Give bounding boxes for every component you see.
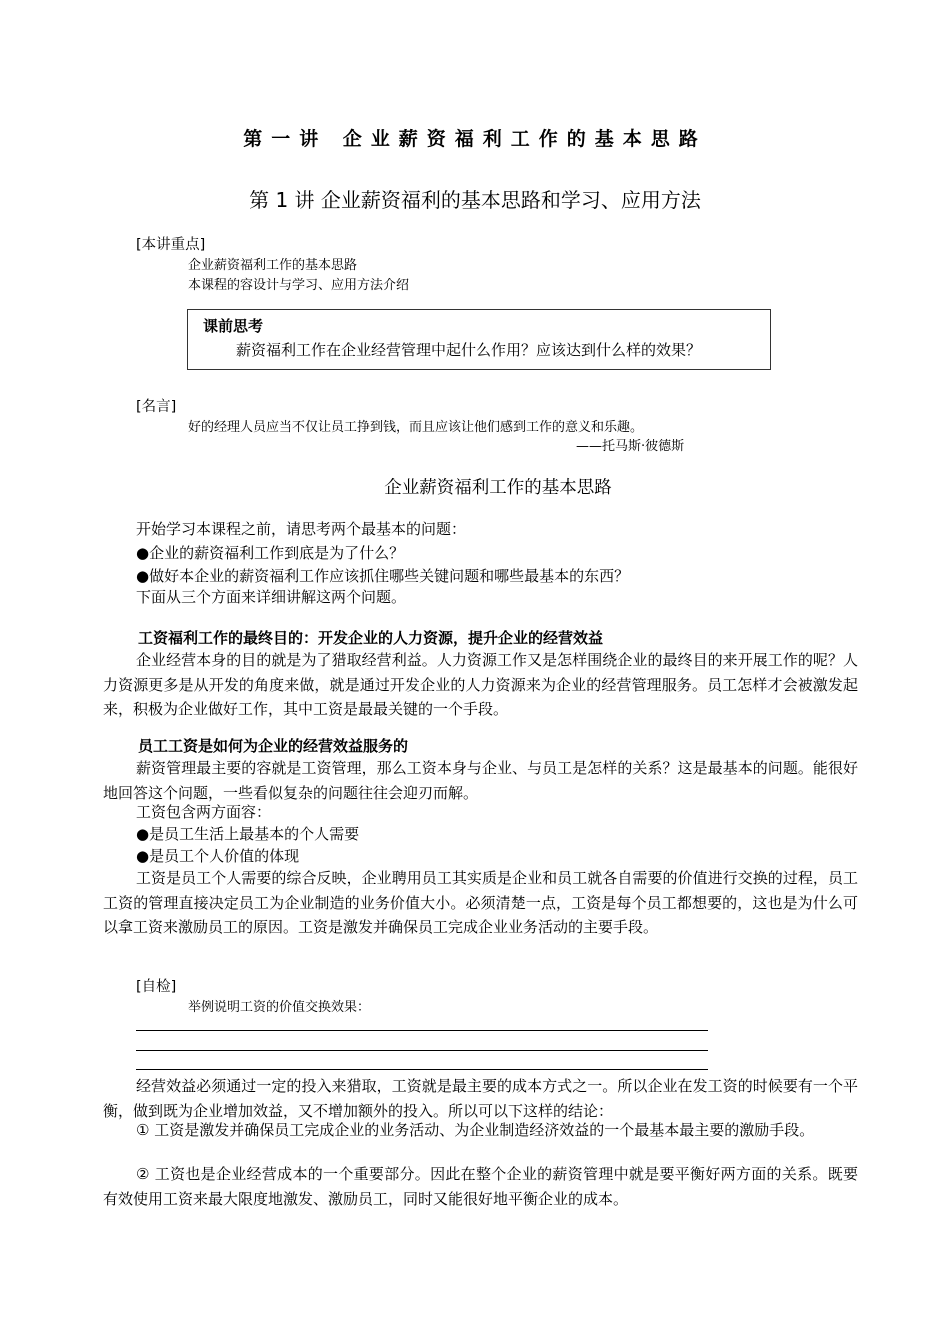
wage-bullet: ●是员工生活上最基本的个人需要 [136, 825, 360, 843]
selfcheck-prompt: 举例说明工资的价值交换效果： [188, 1000, 371, 1015]
conclusion-point-2: ② 工资也是企业经营成本的一个重要部分。因此在整个企业的薪资管理中就是要平衡好两方面的关系。既要有效使用工资来最大限度地激发、激励员工，同时又能很好地平衡企业的成本。 [103, 1165, 858, 1208]
paragraph: 经营效益必须通过一定的投入来猎取，工资就是最主要的成本方式之一。所以企业在发工资的时候要有一个平衡，做到既为企业增加效益，又不增加额外的投入。所以可以下这样的结论： [103, 1077, 858, 1120]
selfcheck-label: [自检] [136, 979, 177, 995]
quote-text: 好的经理人员应当不仅让员工挣到钱，而且应该让他们感到工作的意义和乐趣。 [188, 420, 644, 435]
quote-author: ——托马斯·彼德斯 [576, 439, 685, 454]
focus-item: 本课程的容设计与学习、应用方法介绍 [188, 278, 410, 293]
lecture-title: 第一讲 企业薪资福利工作的基本思路 [243, 128, 707, 150]
heading-purpose: 工资福利工作的最终目的：开发企业的人力资源，提升企业的经营效益 [138, 629, 604, 647]
wage-intro: 工资包含两方面容： [136, 803, 272, 821]
answer-line[interactable] [136, 1050, 708, 1051]
paragraph: 企业经营本身的目的就是为了猎取经营利益。人力资源工作又是怎样围绕企业的最终目的来开展工作的呢？人力资源更多是从开发的角度来做，就是通过开发企业的人力资源来为企业的经营管理服务。员工怎样才会被激发起来，积极为企业做好工作，其中工资是最最关键的一个手段。 [103, 651, 858, 718]
intro-bullet: ●企业的薪资福利工作到底是为了什么？ [136, 544, 405, 562]
answer-line[interactable] [136, 1030, 708, 1031]
think-title: 课前思考 [203, 317, 264, 335]
paragraph: 工资是员工个人需要的综合反映，企业聘用员工其实质是企业和员工就各自需要的价值进行交换的过程，员工工资的管理直接决定员工为企业制造的业务价值大小。必须清楚一点，工资是每个员工都想要的，这也是为什么可以拿工资来激励员工的原因。工资是激发并确保员工完成企业业务活动的主要手段。 [103, 869, 858, 936]
paragraph: 薪资管理最主要的容就是工资管理，那么工资本身与企业、与员工是怎样的关系？这是最基本的问题。能很好地回答这个问题，一些看似复杂的问题往往会迎刃而解。 [103, 759, 858, 802]
focus-label: [本讲重点] [136, 237, 206, 253]
intro-bullet: ●做好本企业的薪资福利工作应该抓住哪些关键问题和哪些最基本的东西？ [136, 567, 630, 585]
conclusion-point-1: ① 工资是激发并确保员工完成企业的业务活动、为企业制造经济效益的一个最基本最主要的激励手段。 [136, 1121, 815, 1139]
quote-label: [名言] [136, 399, 177, 415]
think-question: 薪资福利工作在企业经营管理中起什么作用？应该达到什么样的效果？ [236, 341, 702, 359]
intro-line: 下面从三个方面来详细讲解这两个问题。 [136, 588, 407, 606]
section-title: 企业薪资福利工作的基本思路 [384, 478, 612, 498]
heading-wage-service: 员工工资是如何为企业的经营效益服务的 [138, 737, 409, 755]
focus-item: 企业薪资福利工作的基本思路 [188, 258, 358, 273]
pre-class-thinking-box [187, 309, 771, 370]
answer-line[interactable] [136, 1069, 708, 1070]
lecture-subtitle: 第 1 讲 企业薪资福利的基本思路和学习、应用方法 [249, 188, 701, 212]
intro-line: 开始学习本课程之前，请思考两个最基本的问题： [136, 520, 467, 538]
wage-bullet: ●是员工个人价值的体现 [136, 847, 300, 865]
